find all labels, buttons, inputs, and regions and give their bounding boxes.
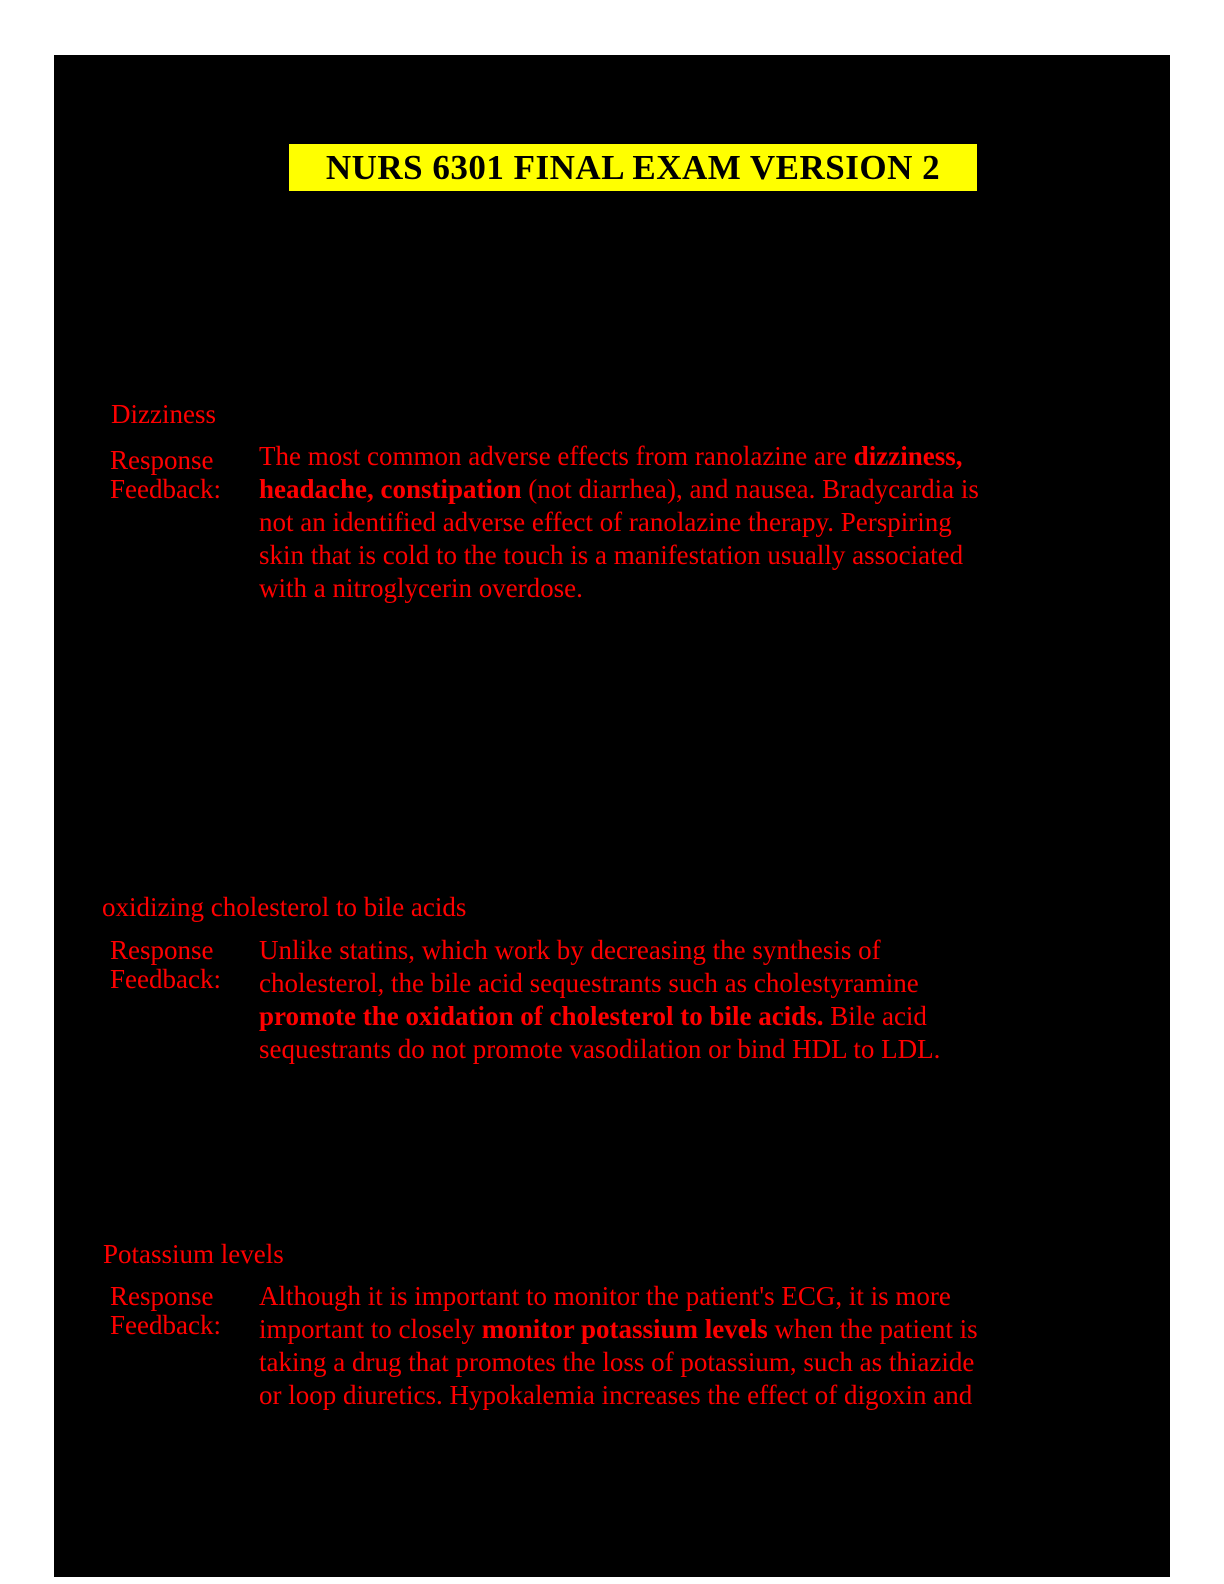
- feedback-text-sequestrants: [259, 934, 940, 1066]
- label-line-response: Response: [110, 1281, 214, 1311]
- answer-text-potassium: Potassium levels: [103, 1239, 284, 1269]
- label-line-feedback: Feedback:: [110, 1310, 221, 1340]
- feedback-line: Although it is important to monitor the patient's ECG, it is more: [259, 1281, 951, 1311]
- feedback-line: with a nitroglycerin overdose.: [259, 573, 583, 603]
- feedback-line: cholesterol, the bile acid sequestrants such as cholestyramine: [259, 968, 919, 998]
- feedback-text-ranolazine: [259, 440, 979, 605]
- feedback-line: sequestrants do not promote vasodilation or bind HDL to LDL.: [259, 1034, 941, 1064]
- label-line-response: Response: [110, 935, 214, 965]
- feedback-line: promote the oxidation of cholesterol to bile acids. Bile acid: [259, 1001, 927, 1031]
- feedback-line: not an identified adverse effect of ranolazine therapy. Perspiring: [259, 507, 952, 537]
- label-line-feedback: Feedback:: [110, 474, 221, 504]
- document-page: [54, 55, 1170, 1577]
- label-line-response: Response: [110, 445, 214, 475]
- feedback-line: skin that is cold to the touch is a manifestation usually associated: [259, 540, 964, 570]
- answer-text-bile-acids: oxidizing cholesterol to bile acids: [102, 892, 467, 922]
- response-feedback-label: [110, 1282, 221, 1340]
- response-feedback-label: [110, 936, 221, 994]
- feedback-line: taking a drug that promotes the loss of potassium, such as thiazide: [259, 1347, 975, 1377]
- feedback-line: important to closely monitor potassium levels when the patient is: [259, 1314, 978, 1344]
- label-line-feedback: Feedback:: [110, 964, 221, 994]
- feedback-text-digoxin: [259, 1280, 978, 1412]
- answer-text-dizziness: Dizziness: [111, 399, 216, 429]
- feedback-line: The most common adverse effects from ranolazine are dizziness,: [259, 441, 963, 471]
- response-feedback-label: [110, 446, 221, 504]
- exam-title-highlight: [289, 144, 977, 191]
- feedback-line: headache, constipation (not diarrhea), and nausea. Bradycardia is: [259, 474, 979, 504]
- feedback-line: or loop diuretics. Hypokalemia increases the effect of digoxin and: [259, 1380, 973, 1410]
- feedback-line: Unlike statins, which work by decreasing the synthesis of: [259, 935, 881, 965]
- exam-title: NURS 6301 FINAL EXAM VERSION 2: [325, 147, 941, 187]
